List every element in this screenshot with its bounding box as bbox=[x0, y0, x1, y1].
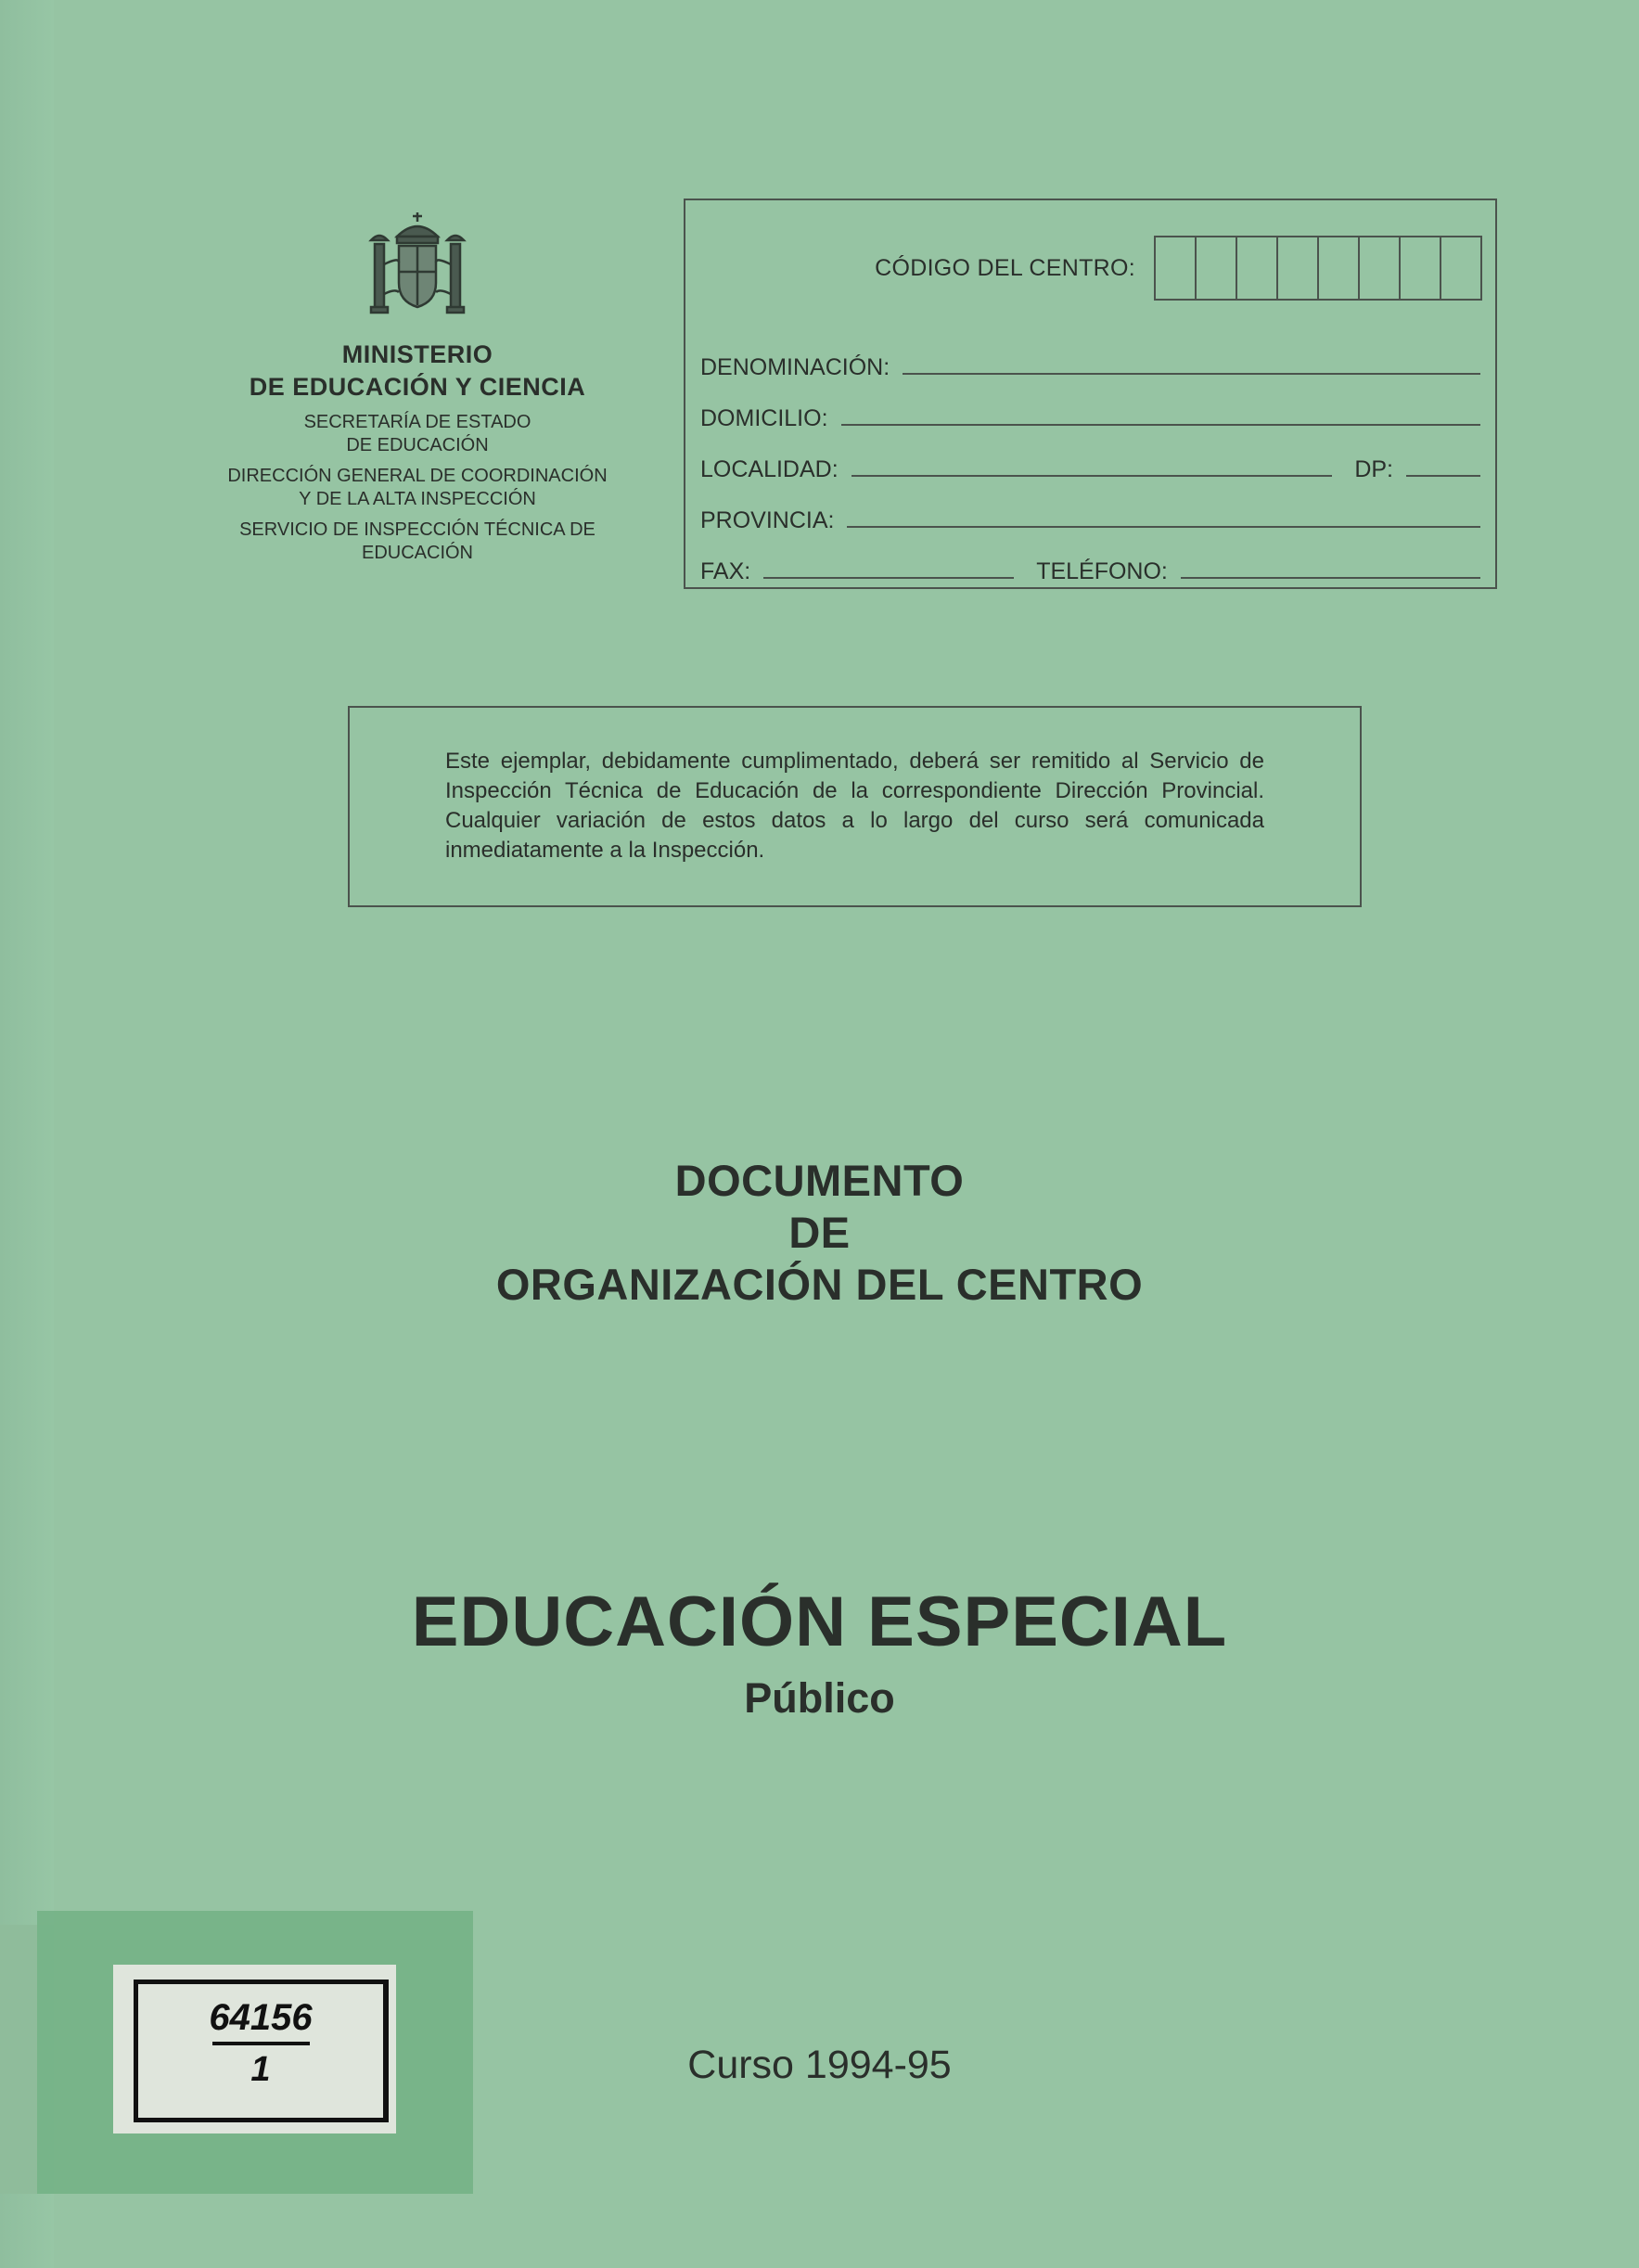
center-code-box[interactable] bbox=[1278, 237, 1319, 299]
spanish-coat-of-arms-icon bbox=[362, 209, 473, 320]
center-type-subtitle: Público bbox=[744, 1674, 895, 1722]
instructions-notice bbox=[348, 706, 1362, 907]
localidad-label: LOCALIDAD: bbox=[700, 456, 839, 482]
localidad-row bbox=[700, 456, 1480, 483]
provincia-label: PROVINCIA: bbox=[700, 507, 835, 533]
center-code-box[interactable] bbox=[1197, 237, 1237, 299]
center-code-box[interactable] bbox=[1156, 237, 1197, 299]
denominacion-label: DENOMINACIÓN: bbox=[700, 354, 890, 380]
library-label bbox=[113, 1965, 396, 2133]
library-label-divider bbox=[212, 2042, 310, 2045]
domicilio-row bbox=[700, 405, 1480, 432]
ministry-sub-line: SERVICIO DE INSPECCIÓN TÉCNICA DE bbox=[239, 519, 595, 540]
document-title-line3: ORGANIZACIÓN DEL CENTRO bbox=[495, 1260, 1144, 1309]
fax-field[interactable] bbox=[763, 577, 1014, 579]
document-title bbox=[0, 1155, 1639, 1311]
center-data-form bbox=[684, 199, 1497, 589]
localidad-field[interactable] bbox=[852, 475, 1333, 477]
fax-label: FAX: bbox=[700, 558, 751, 584]
center-code-box[interactable] bbox=[1237, 237, 1278, 299]
library-label-frame bbox=[134, 1980, 389, 2122]
provincia-field[interactable] bbox=[847, 526, 1480, 528]
provincia-row bbox=[700, 507, 1480, 534]
domicilio-field[interactable] bbox=[841, 424, 1480, 426]
telefono-field[interactable] bbox=[1181, 577, 1480, 579]
center-code-box[interactable] bbox=[1360, 237, 1401, 299]
document-title-line2: DE bbox=[788, 1208, 851, 1257]
library-label-number: 64156 bbox=[209, 1997, 313, 2038]
ministry-header bbox=[176, 209, 659, 565]
center-code-box[interactable] bbox=[1319, 237, 1360, 299]
center-code-box[interactable] bbox=[1401, 237, 1441, 299]
school-year: Curso 1994-95 bbox=[687, 2043, 952, 2087]
ministry-sub-line: Y DE LA ALTA INSPECCIÓN bbox=[299, 489, 536, 509]
center-code-row bbox=[875, 236, 1482, 301]
telefono-label: TELÉFONO: bbox=[1036, 558, 1168, 584]
document-title-line1: DOCUMENTO bbox=[674, 1156, 965, 1205]
dp-field[interactable] bbox=[1406, 475, 1480, 477]
domicilio-label: DOMICILIO: bbox=[700, 405, 828, 431]
center-code-box[interactable] bbox=[1441, 237, 1480, 299]
denominacion-row bbox=[700, 354, 1480, 381]
ministry-sub-line: SECRETARÍA DE ESTADO bbox=[303, 412, 531, 432]
ministry-title-line1: MINISTERIO bbox=[341, 340, 493, 368]
ministry-sub-line: DIRECCIÓN GENERAL DE COORDINACIÓN bbox=[227, 466, 608, 486]
ministry-subtitle bbox=[176, 411, 659, 565]
dp-label: DP: bbox=[1354, 456, 1393, 482]
education-type-title: EDUCACIÓN ESPECIAL bbox=[411, 1582, 1228, 1661]
center-code-label: CÓDIGO DEL CENTRO: bbox=[875, 254, 1135, 281]
contact-row bbox=[700, 558, 1480, 585]
ministry-title-line2: DE EDUCACIÓN Y CIENCIA bbox=[249, 373, 586, 401]
library-label-volume: 1 bbox=[250, 2050, 271, 2089]
denominacion-field[interactable] bbox=[903, 373, 1480, 375]
ministry-sub-line: DE EDUCACIÓN bbox=[346, 435, 489, 455]
ministry-sub-line: EDUCACIÓN bbox=[361, 543, 473, 563]
center-code-boxes[interactable] bbox=[1154, 236, 1482, 301]
notice-text: Este ejemplar, debidamente cumplimentado, deberá ser remitido al Servicio de Inspección Técnica de Educación de la correspondiente Dirección Provincial. Cualquier variación de estos datos a lo largo del curso será comunicada inmediatamente a la Inspección. bbox=[445, 749, 1264, 863]
